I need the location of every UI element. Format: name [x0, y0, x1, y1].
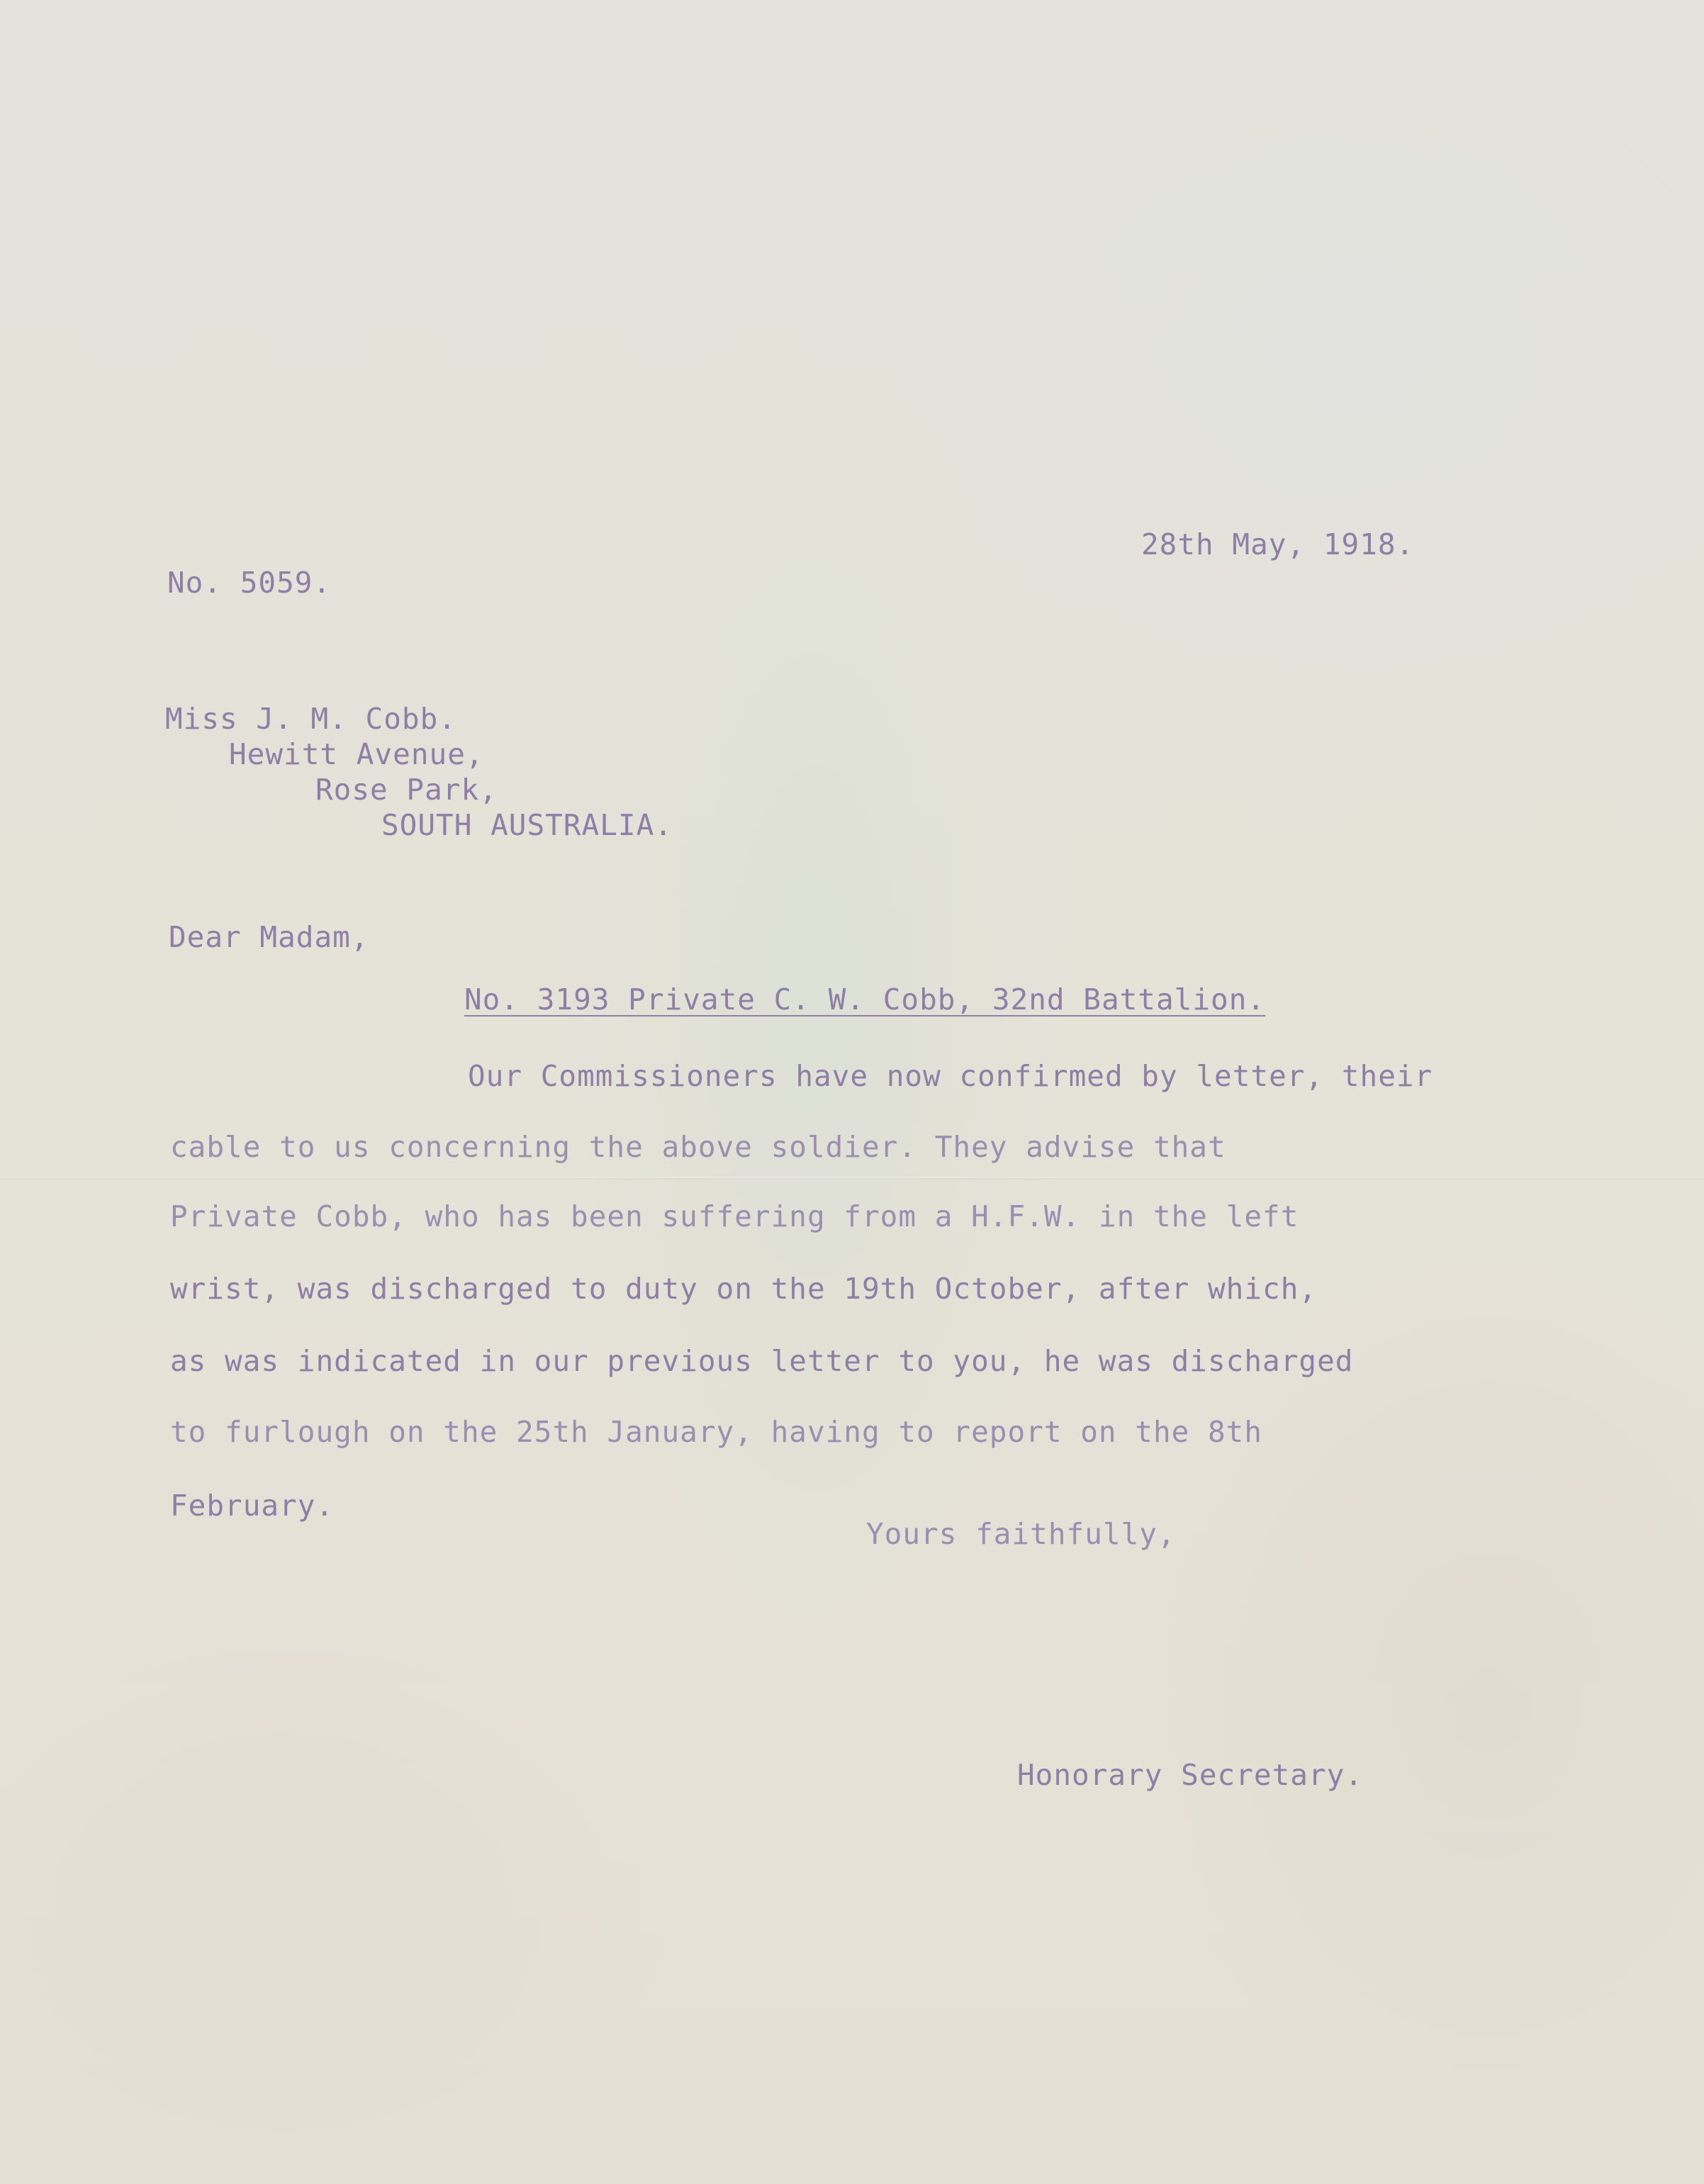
body-line: cable to us concerning the above soldier. They advise that	[170, 1130, 1226, 1164]
reference-number: No. 5059.	[167, 566, 332, 600]
body-line: to furlough on the 25th January, having to report on the 8th	[170, 1415, 1263, 1449]
subject-line: No. 3193 Private C. W. Cobb, 32nd Battalion.	[464, 982, 1266, 1017]
body-line: Private Cobb, who has been suffering from a H.F.W. in the left	[170, 1199, 1299, 1233]
paper-fold-crease	[0, 1177, 1704, 1180]
recipient-state: SOUTH AUSTRALIA.	[381, 808, 673, 842]
body-line: as was indicated in our previous letter to you, he was discharged	[170, 1344, 1354, 1378]
closing: Yours faithfully,	[866, 1517, 1176, 1551]
letter-date: 28th May, 1918.	[1141, 527, 1415, 561]
signatory-title: Honorary Secretary.	[1017, 1758, 1363, 1792]
body-line: February.	[170, 1489, 335, 1523]
recipient-suburb: Rose Park,	[315, 773, 498, 807]
recipient-name: Miss J. M. Cobb.	[165, 702, 456, 736]
body-line: Our Commissioners have now confirmed by letter, their	[468, 1059, 1433, 1093]
body-line: wrist, was discharged to duty on the 19th October, after which,	[170, 1272, 1318, 1306]
recipient-street: Hewitt Avenue,	[229, 737, 484, 771]
salutation: Dear Madam,	[169, 920, 369, 954]
